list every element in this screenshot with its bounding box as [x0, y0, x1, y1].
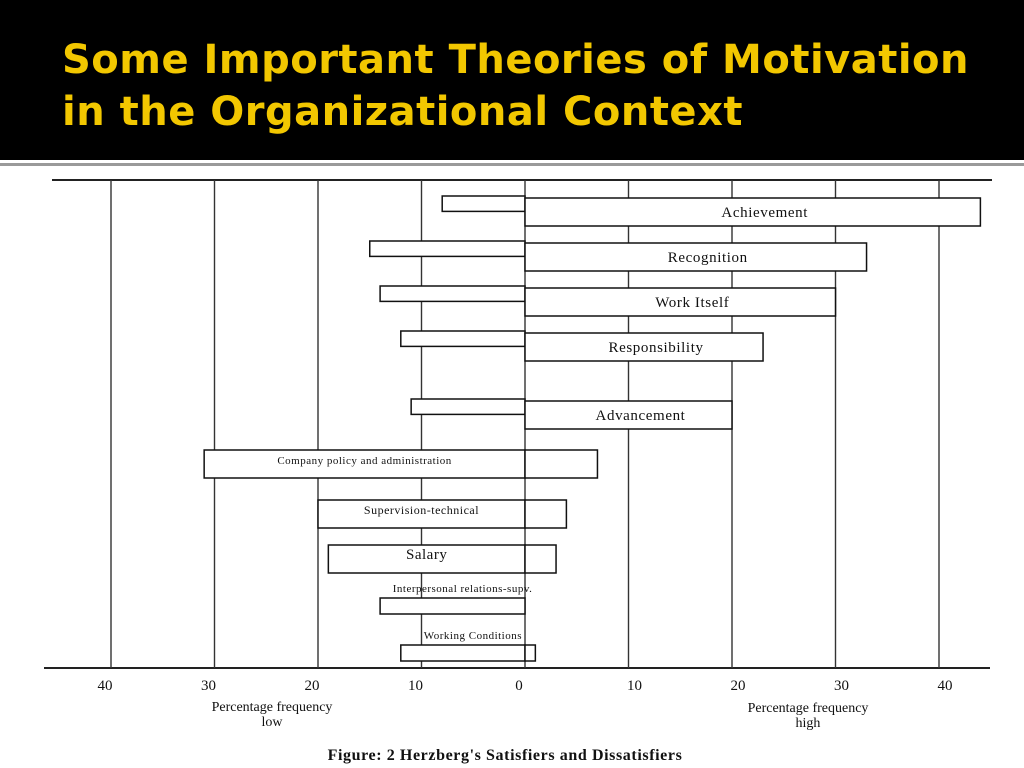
low-frequency-bar	[380, 598, 525, 614]
x-tick-label: 30	[201, 678, 216, 694]
x-tick-label: 0	[515, 678, 523, 694]
low-frequency-bar	[370, 241, 525, 256]
factor-label: Supervision-technical	[363, 503, 480, 517]
x-axis-label-right: Percentage frequency	[747, 701, 869, 716]
x-tick-label: 30	[834, 678, 849, 694]
high-frequency-bar	[525, 500, 566, 528]
x-axis-label-left: Percentage frequency	[211, 700, 333, 715]
low-frequency-bar	[411, 399, 525, 414]
factor-label: Salary	[406, 547, 448, 563]
x-axis-label-right-sub: high	[795, 716, 821, 731]
factor-label: Responsibility	[608, 340, 704, 356]
factor-label: Work Itself	[655, 295, 730, 311]
factor-label: Achievement	[721, 205, 808, 221]
factor-label: Interpersonal relations-supv.	[392, 583, 533, 595]
slide-title-line-2: in the Organizational Context	[62, 89, 743, 135]
slide-title-line-1: Some Important Theories of Motivation	[62, 37, 970, 83]
low-frequency-bar	[442, 196, 525, 211]
x-tick-label: 20	[304, 678, 320, 694]
low-frequency-bar	[401, 645, 525, 661]
x-tick-label: 40	[97, 678, 113, 694]
factor-label: Company policy and administration	[277, 455, 452, 467]
high-frequency-bar	[525, 545, 556, 573]
low-frequency-bar	[401, 331, 525, 346]
factor-label: Advancement	[595, 408, 686, 424]
factor-label: Recognition	[667, 250, 748, 266]
x-axis-label-left-sub: low	[261, 715, 283, 730]
x-tick-label: 10	[408, 678, 423, 694]
x-tick-label: 40	[937, 678, 953, 694]
x-tick-label: 20	[730, 678, 746, 694]
figure-caption: Figure: 2 Herzberg's Satisfiers and Dissatisfiers	[327, 747, 683, 764]
x-tick-label: 10	[627, 678, 642, 694]
high-frequency-bar	[525, 450, 597, 478]
factor-label: Working Conditions	[423, 630, 523, 642]
low-frequency-bar	[380, 286, 525, 301]
high-frequency-bar	[525, 645, 535, 661]
